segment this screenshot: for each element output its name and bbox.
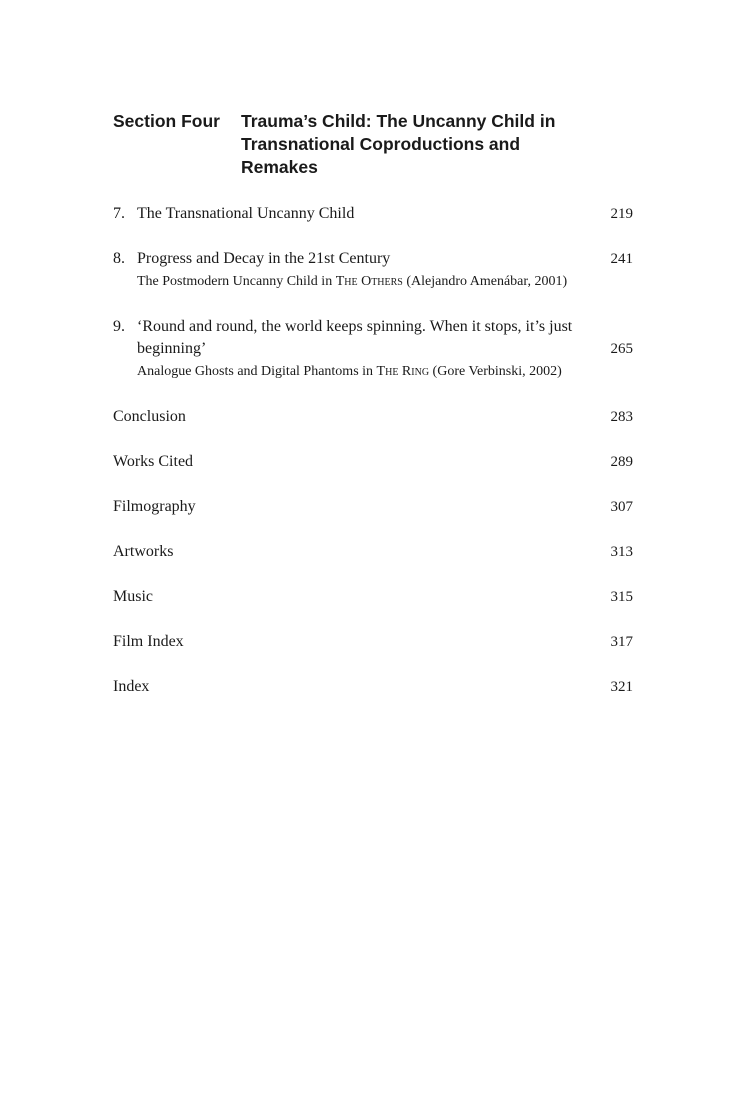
chapter-title: ‘Round and round, the world keeps spinning. When it stops, it’s just beginning’ bbox=[137, 318, 573, 357]
backmatter-title: Film Index bbox=[113, 633, 184, 650]
chapter-number: 9. bbox=[113, 318, 125, 335]
film-title: The Ring bbox=[376, 364, 430, 379]
toc-backmatter-item[interactable] bbox=[113, 541, 633, 563]
toc-chapter-8[interactable] bbox=[113, 248, 633, 293]
page-number: 315 bbox=[610, 589, 633, 605]
section-label: Section Four bbox=[113, 111, 220, 131]
film-title: The Others bbox=[335, 274, 403, 289]
chapter-subtitle bbox=[137, 361, 591, 383]
toc-backmatter-item[interactable] bbox=[113, 676, 633, 698]
chapter-title: The Transnational Uncanny Child bbox=[137, 205, 355, 222]
toc-backmatter-item[interactable] bbox=[113, 496, 633, 518]
page-number: 307 bbox=[610, 499, 633, 515]
page-number: 283 bbox=[610, 409, 633, 425]
toc-chapter-7[interactable] bbox=[113, 203, 633, 225]
page-number: 219 bbox=[610, 206, 633, 222]
subtitle-text: The Postmodern Uncanny Child in bbox=[137, 274, 336, 289]
chapter-number: 8. bbox=[113, 250, 125, 267]
section-heading bbox=[113, 110, 633, 179]
subtitle-text: (Gore Verbinski, 2002) bbox=[429, 364, 562, 379]
toc-chapter-9[interactable] bbox=[113, 316, 633, 383]
page-number: 321 bbox=[610, 679, 633, 695]
backmatter-title: Conclusion bbox=[113, 408, 186, 425]
backmatter-title: Music bbox=[113, 588, 153, 605]
backmatter-title: Index bbox=[113, 678, 150, 695]
subtitle-text: Analogue Ghosts and Digital Phantoms in bbox=[137, 364, 377, 379]
backmatter-title: Artworks bbox=[113, 543, 174, 560]
subtitle-text: (Alejandro Amenábar, 2001) bbox=[402, 274, 568, 289]
backmatter-title: Works Cited bbox=[113, 453, 194, 470]
chapter-subtitle bbox=[137, 271, 591, 293]
page-number: 265 bbox=[610, 341, 633, 357]
toc-backmatter-item[interactable] bbox=[113, 451, 633, 473]
toc-backmatter-item[interactable] bbox=[113, 406, 633, 428]
page-number: 317 bbox=[610, 634, 633, 650]
page-number: 313 bbox=[610, 544, 633, 560]
page-number: 241 bbox=[610, 251, 633, 267]
backmatter-title: Filmography bbox=[113, 498, 196, 515]
toc-backmatter-item[interactable] bbox=[113, 631, 633, 653]
chapter-title: Progress and Decay in the 21st Century bbox=[137, 250, 391, 267]
toc-backmatter-item[interactable] bbox=[113, 586, 633, 608]
section-title: Trauma’s Child: The Uncanny Child in Transnational Coproductions and Remakes bbox=[241, 111, 556, 177]
table-of-contents bbox=[113, 110, 633, 698]
chapter-number: 7. bbox=[113, 205, 125, 222]
page-number: 289 bbox=[610, 454, 633, 470]
